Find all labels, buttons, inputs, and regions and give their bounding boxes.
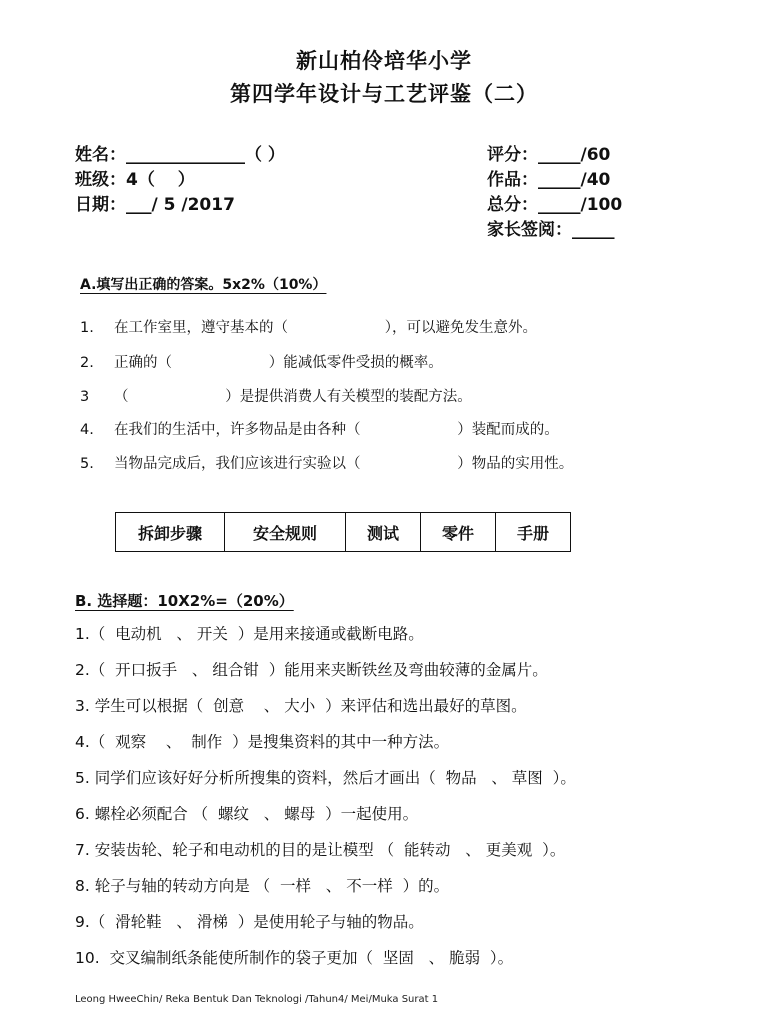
fill-item-4: 4. 在我们的生活中，许多物品是由各种（ ）装配而成的。 xyxy=(80,422,559,438)
fill-item-3: 3 （ ）是提供消费人有关模型的装配方法。 xyxy=(80,389,472,405)
mc-item-1: 1.（ 电动机 、 开关 ）是用来接通或截断电路。 xyxy=(75,625,424,643)
page-footer: Leong HweeChin/ Reka Bentuk Dan Teknologi /Tahun4/ Mei/Muka Surat 1 xyxy=(75,994,439,1005)
mc-item-7: 7. 安装齿轮、轮子和电动机的目的是让模型 （ 能转动 、 更美观 ）。 xyxy=(75,841,566,859)
section-a-heading: A.填写出正确的答案。5x2%（10%） xyxy=(80,277,327,293)
word-bank-cell: 拆卸步骤 xyxy=(116,513,225,552)
date-field: 日期：___/ 5 /2017 xyxy=(75,195,235,215)
word-bank-table xyxy=(115,512,571,552)
work-field: 作品：_____/40 xyxy=(487,170,611,190)
total-field: 总分：_____/100 xyxy=(487,195,623,215)
fill-item-5: 5. 当物品完成后，我们应该进行实验以（ ）物品的实用性。 xyxy=(80,456,574,472)
section-b-heading: B. 选择题：10X2%=（20%） xyxy=(75,592,294,610)
score-field: 评分：_____/60 xyxy=(487,145,611,165)
name-field: 姓名：______________（ ） xyxy=(75,145,285,165)
word-bank-cell: 零件 xyxy=(421,513,496,552)
exam-title: 第四学年设计与工艺评鉴（二） xyxy=(230,82,538,106)
parent-sign-field: 家长签阅：_____ xyxy=(487,220,615,240)
mc-item-9: 9.（ 滑轮鞋 、 滑梯 ）是使用轮子与轴的物品。 xyxy=(75,913,424,931)
school-name: 新山柏伶培华小学 xyxy=(296,49,472,73)
mc-item-10: 10. 交叉编制纸条能使所制作的袋子更加（ 坚固 、 脆弱 ）。 xyxy=(75,949,514,967)
mc-item-3: 3. 学生可以根据（ 创意 、 大小 ）来评估和选出最好的草图。 xyxy=(75,697,527,715)
fill-item-1: 1. 在工作室里，遵守基本的（ ），可以避免发生意外。 xyxy=(80,320,538,336)
word-bank-cell: 安全规则 xyxy=(225,513,346,552)
class-field: 班级：4（ ） xyxy=(75,170,195,190)
word-bank-cell: 手册 xyxy=(496,513,571,552)
word-bank-cell: 测试 xyxy=(346,513,421,552)
mc-item-8: 8. 轮子与轴的转动方向是 （ 一样 、 不一样 ）的。 xyxy=(75,877,450,895)
mc-item-4: 4.（ 观察 、 制作 ）是搜集资料的其中一种方法。 xyxy=(75,733,450,751)
fill-item-2: 2. 正确的（ ）能减低零件受损的概率。 xyxy=(80,355,443,371)
mc-item-6: 6. 螺栓必须配合 （ 螺纹 、 螺母 ）一起使用。 xyxy=(75,805,419,823)
mc-item-5: 5. 同学们应该好好分析所搜集的资料，然后才画出（ 物品 、 草图 ）。 xyxy=(75,769,576,787)
mc-item-2: 2.（ 开口扳手 、 组合钳 ）能用来夹断铁丝及弯曲较薄的金属片。 xyxy=(75,661,548,679)
